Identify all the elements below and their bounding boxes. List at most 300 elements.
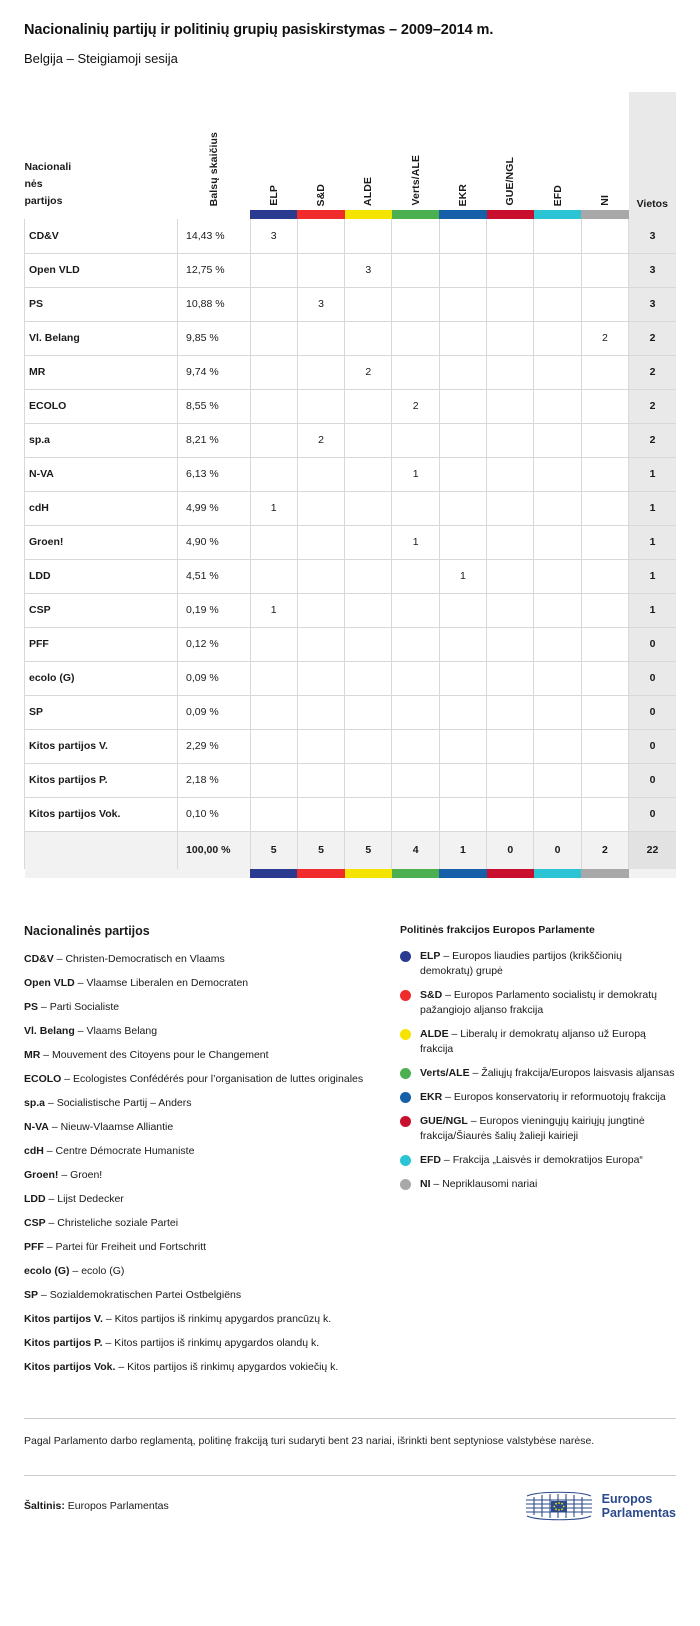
- legend-group-item: [400, 949, 676, 979]
- row-cell-s-d: [297, 389, 344, 423]
- row-cell-verts-ale: 1: [392, 457, 439, 491]
- row-cell-ekr: [439, 525, 486, 559]
- row-cell-ekr: [439, 355, 486, 389]
- page-root: [0, 22, 700, 1540]
- row-cell-elp: [250, 321, 297, 355]
- legend-full: Liberalų ir demokratų aljanso už Europą frakcija: [420, 1028, 646, 1055]
- color-bar-ni: [581, 210, 628, 219]
- table-row: [25, 253, 677, 287]
- group-color-dot-icon: [400, 1029, 411, 1040]
- row-cell-efd: [534, 763, 581, 797]
- legend-sep: –: [102, 1337, 115, 1349]
- legend-sep: –: [61, 1073, 74, 1085]
- row-party-name: Vl. Belang: [25, 321, 178, 355]
- page-title: Nacionalinių partijų ir politinių grupių pasiskirstymas – 2009–2014 m.: [24, 22, 494, 38]
- legend-sep: –: [74, 1025, 87, 1037]
- row-seats: 0: [629, 695, 676, 729]
- row-cell-alde: [345, 593, 392, 627]
- row-cell-elp: [250, 729, 297, 763]
- row-party-name: sp.a: [25, 423, 178, 457]
- header-line: partijos: [24, 195, 63, 207]
- row-party-name: ecolo (G): [25, 661, 178, 695]
- row-seats: 2: [629, 321, 676, 355]
- legend-sep: –: [442, 1091, 454, 1103]
- legend-national-item: [24, 1312, 374, 1327]
- row-cell-gue-ngl: [487, 321, 534, 355]
- row-cell-ni: [581, 389, 628, 423]
- header-group-gue-ngl: GUE/NGL: [504, 157, 517, 206]
- row-votes: 9,85 %: [178, 321, 251, 355]
- row-cell-ni: [581, 287, 628, 321]
- row-cell-elp: [250, 457, 297, 491]
- footnote: Pagal Parlamento darbo reglamentą, politinę frakciją turi sudaryti bent 23 nariai, išrinkti bent septyniose valstybėse narėse.: [24, 1435, 595, 1447]
- row-cell-elp: 1: [250, 593, 297, 627]
- table-row: [25, 287, 677, 321]
- legend-sep: –: [441, 1154, 453, 1166]
- total-cell-s-d: 5: [297, 831, 344, 869]
- row-votes: 0,09 %: [178, 695, 251, 729]
- row-cell-ni: [581, 593, 628, 627]
- legend-national-item: [24, 1024, 374, 1039]
- legend-full: Partei für Freiheit und Fortschritt: [55, 1241, 207, 1253]
- row-seats: 3: [629, 287, 676, 321]
- legend-sep: –: [45, 1193, 58, 1205]
- row-party-name: PS: [25, 287, 178, 321]
- table-row: [25, 559, 677, 593]
- legend-national-item: [24, 1288, 374, 1303]
- legend-abbr: sp.a: [24, 1097, 46, 1109]
- legend-full: Nieuw-Vlaamse Alliantie: [60, 1121, 174, 1133]
- total-cell-ekr: 1: [439, 831, 486, 869]
- row-cell-ekr: [439, 491, 486, 525]
- row-seats: 2: [629, 423, 676, 457]
- source-text: [24, 1500, 169, 1512]
- legend-sep: –: [467, 1115, 480, 1127]
- legend-national-item: [24, 1048, 374, 1063]
- legend-group-item: [400, 988, 676, 1018]
- row-party-name: CSP: [25, 593, 178, 627]
- legend-full: Vlaamse Liberalen en Democraten: [86, 977, 249, 989]
- row-party-name: Kitos partijos Vok.: [25, 797, 178, 831]
- row-cell-alde: [345, 627, 392, 661]
- legend-full: Kitos partijos iš rinkimų apygardos prancūzų k.: [114, 1313, 332, 1325]
- row-cell-efd: [534, 525, 581, 559]
- color-bar-alde: [345, 210, 392, 219]
- row-cell-efd: [534, 661, 581, 695]
- row-cell-verts-ale: [392, 355, 439, 389]
- legend-full: Europos vieningųjų kairiųjų jungtinė frakcija/Šiaurės šalių žalieji kairieji: [420, 1115, 645, 1142]
- row-party-name: Kitos partijos P.: [25, 763, 178, 797]
- row-cell-alde: [345, 321, 392, 355]
- row-seats: 0: [629, 729, 676, 763]
- row-cell-alde: [345, 525, 392, 559]
- group-color-dot-icon: [400, 1179, 411, 1190]
- color-bar-efd: [534, 210, 581, 219]
- row-cell-efd: [534, 593, 581, 627]
- row-cell-alde: [345, 219, 392, 253]
- row-party-name: Groen!: [25, 525, 178, 559]
- row-party-name: Open VLD: [25, 253, 178, 287]
- row-votes: 8,55 %: [178, 389, 251, 423]
- legend-full: Nepriklausomi nariai: [442, 1178, 538, 1190]
- row-cell-ekr: [439, 321, 486, 355]
- row-cell-elp: 1: [250, 491, 297, 525]
- source-value: Europos Parlamentas: [64, 1500, 169, 1512]
- header-group-elp: ELP: [267, 185, 280, 206]
- row-seats: 0: [629, 797, 676, 831]
- row-cell-s-d: [297, 627, 344, 661]
- legend-abbr: Verts/ALE: [420, 1067, 470, 1079]
- row-cell-s-d: [297, 763, 344, 797]
- legend: [24, 924, 676, 1384]
- row-cell-ni: [581, 219, 628, 253]
- row-cell-ni: [581, 559, 628, 593]
- row-cell-efd: [534, 423, 581, 457]
- source-row: [24, 1490, 676, 1540]
- legend-abbr: ecolo (G): [24, 1265, 70, 1277]
- legend-sep: –: [45, 1097, 57, 1109]
- row-votes: 14,43 %: [178, 219, 251, 253]
- row-cell-verts-ale: [392, 593, 439, 627]
- ep-flag-icon: [524, 1490, 594, 1522]
- row-cell-elp: [250, 525, 297, 559]
- legend-sep: –: [48, 1121, 61, 1133]
- row-cell-alde: [345, 559, 392, 593]
- row-votes: 10,88 %: [178, 287, 251, 321]
- row-cell-verts-ale: [392, 797, 439, 831]
- legend-abbr: EFD: [420, 1154, 441, 1166]
- header-group-alde: ALDE: [362, 177, 375, 206]
- legend-sep: –: [448, 1028, 461, 1040]
- row-cell-verts-ale: [392, 763, 439, 797]
- row-cell-verts-ale: [392, 321, 439, 355]
- total-cell-gue-ngl: 0: [487, 831, 534, 869]
- legend-sep: –: [115, 1361, 128, 1373]
- row-cell-verts-ale: [392, 287, 439, 321]
- legend-abbr: CSP: [24, 1217, 46, 1229]
- legend-full: Socialistische Partij – Anders: [56, 1097, 192, 1109]
- row-cell-alde: [345, 287, 392, 321]
- legend-sep: –: [38, 1289, 50, 1301]
- row-cell-efd: [534, 321, 581, 355]
- ep-logo-line2: Parlamentas: [601, 1506, 676, 1520]
- row-cell-s-d: [297, 593, 344, 627]
- row-cell-s-d: [297, 559, 344, 593]
- row-cell-ni: [581, 423, 628, 457]
- legend-full: Christeliche soziale Partei: [57, 1217, 179, 1229]
- row-cell-elp: [250, 559, 297, 593]
- row-cell-alde: [345, 661, 392, 695]
- color-bar-ekr: [439, 210, 486, 219]
- legend-sep: –: [43, 1241, 56, 1253]
- row-cell-s-d: [297, 661, 344, 695]
- row-cell-efd: [534, 695, 581, 729]
- legend-groups-title: Politinės frakcijos Europos Parlamente: [400, 924, 595, 936]
- total-votes: 100,00 %: [178, 831, 251, 869]
- row-cell-verts-ale: [392, 559, 439, 593]
- row-cell-verts-ale: 1: [392, 525, 439, 559]
- table-total-row: [25, 831, 677, 869]
- row-seats: 2: [629, 355, 676, 389]
- row-cell-ni: [581, 627, 628, 661]
- row-cell-s-d: [297, 525, 344, 559]
- row-cell-s-d: [297, 355, 344, 389]
- legend-abbr: Kitos partijos V.: [24, 1313, 103, 1325]
- total-label: [25, 831, 178, 869]
- color-bar-s-d: [297, 210, 344, 219]
- ep-logo: [524, 1490, 676, 1522]
- row-cell-ekr: [439, 219, 486, 253]
- row-cell-ni: [581, 729, 628, 763]
- row-cell-efd: [534, 253, 581, 287]
- group-color-bar-bottom: [25, 869, 677, 878]
- row-cell-ekr: [439, 797, 486, 831]
- total-cell-alde: 5: [345, 831, 392, 869]
- row-cell-elp: [250, 287, 297, 321]
- legend-sep: –: [430, 1178, 443, 1190]
- row-cell-ni: [581, 253, 628, 287]
- legend-full: Lijst Dedecker: [57, 1193, 124, 1205]
- legend-national-item: [24, 1120, 374, 1135]
- row-cell-gue-ngl: [487, 219, 534, 253]
- row-cell-efd: [534, 287, 581, 321]
- row-cell-gue-ngl: [487, 525, 534, 559]
- legend-abbr: ECOLO: [24, 1073, 62, 1085]
- legend-groups: [400, 924, 676, 1201]
- row-cell-alde: [345, 695, 392, 729]
- row-cell-alde: [345, 491, 392, 525]
- row-cell-alde: [345, 763, 392, 797]
- table-row: [25, 321, 677, 355]
- row-cell-ekr: [439, 661, 486, 695]
- legend-group-item: [400, 1066, 676, 1081]
- total-cell-efd: 0: [534, 831, 581, 869]
- legend-abbr: SP: [24, 1289, 39, 1301]
- legend-full: Europos konservatorių ir reformuotojų frakcija: [453, 1091, 666, 1103]
- divider-top: [24, 1418, 676, 1419]
- total-cell-verts-ale: 4: [392, 831, 439, 869]
- legend-group-item: [400, 1090, 676, 1105]
- table-row: [25, 219, 677, 253]
- row-seats: 1: [629, 525, 676, 559]
- row-cell-gue-ngl: [487, 287, 534, 321]
- row-cell-verts-ale: [392, 661, 439, 695]
- row-cell-ni: [581, 763, 628, 797]
- row-cell-gue-ngl: [487, 389, 534, 423]
- row-cell-gue-ngl: [487, 253, 534, 287]
- row-cell-ni: [581, 491, 628, 525]
- row-cell-verts-ale: [392, 253, 439, 287]
- legend-abbr: Groen!: [24, 1169, 59, 1181]
- total-seats: 22: [629, 831, 676, 869]
- row-cell-s-d: [297, 457, 344, 491]
- row-party-name: ECOLO: [25, 389, 178, 423]
- row-cell-elp: [250, 763, 297, 797]
- table-row: [25, 389, 677, 423]
- row-votes: 4,90 %: [178, 525, 251, 559]
- row-seats: 1: [629, 491, 676, 525]
- legend-sep: –: [40, 1049, 53, 1061]
- table-row: [25, 661, 677, 695]
- group-color-dot-icon: [400, 1116, 411, 1127]
- row-cell-elp: [250, 253, 297, 287]
- legend-group-item: [400, 1177, 676, 1192]
- legend-abbr: MR: [24, 1049, 41, 1061]
- legend-national-item: [24, 1000, 374, 1015]
- row-cell-efd: [534, 457, 581, 491]
- legend-national-item: [24, 1192, 374, 1207]
- row-seats: 1: [629, 457, 676, 491]
- row-seats: 3: [629, 253, 676, 287]
- divider-bottom: [24, 1475, 676, 1476]
- legend-full: Europos Parlamento socialistų ir demokratų pažangiojo aljanso frakcija: [420, 989, 657, 1016]
- legend-abbr: Kitos partijos P.: [24, 1337, 103, 1349]
- legend-national-item: [24, 1096, 374, 1111]
- row-cell-verts-ale: [392, 729, 439, 763]
- row-cell-ni: [581, 355, 628, 389]
- legend-full: Kitos partijos iš rinkimų apygardos olandų k.: [114, 1337, 320, 1349]
- row-seats: 0: [629, 627, 676, 661]
- row-seats: 0: [629, 661, 676, 695]
- row-cell-efd: [534, 219, 581, 253]
- row-cell-alde: [345, 423, 392, 457]
- legend-sep: –: [38, 1001, 50, 1013]
- legend-abbr: cdH: [24, 1145, 44, 1157]
- row-cell-efd: [534, 355, 581, 389]
- group-color-dot-icon: [400, 1092, 411, 1103]
- row-cell-s-d: 2: [297, 423, 344, 457]
- header-group-ekr: EKR: [456, 183, 469, 206]
- row-cell-efd: [534, 389, 581, 423]
- legend-full: Centre Démocrate Humaniste: [55, 1145, 195, 1157]
- legend-abbr: S&D: [420, 989, 443, 1001]
- table-row: [25, 423, 677, 457]
- header-group-s-d: S&D: [315, 183, 328, 206]
- legend-national: [24, 924, 374, 1384]
- row-votes: 8,21 %: [178, 423, 251, 457]
- row-cell-s-d: [297, 797, 344, 831]
- table-row: [25, 491, 677, 525]
- row-party-name: CD&V: [25, 219, 178, 253]
- legend-national-item: [24, 952, 374, 967]
- header-national-parties: [25, 92, 178, 210]
- ep-logo-text: [602, 1492, 676, 1520]
- header-line: nės: [24, 178, 43, 190]
- legend-full: Groen!: [70, 1169, 103, 1181]
- row-cell-verts-ale: [392, 491, 439, 525]
- row-cell-gue-ngl: [487, 593, 534, 627]
- row-party-name: N-VA: [25, 457, 178, 491]
- row-cell-efd: [534, 559, 581, 593]
- header-group-efd: EFD: [551, 184, 564, 206]
- row-seats: 0: [629, 763, 676, 797]
- legend-group-item: [400, 1027, 676, 1057]
- table-row: [25, 355, 677, 389]
- legend-national-item: [24, 1072, 374, 1087]
- row-votes: 0,19 %: [178, 593, 251, 627]
- row-cell-verts-ale: [392, 423, 439, 457]
- row-cell-gue-ngl: [487, 355, 534, 389]
- legend-full: Christen-Democratisch en Vlaams: [65, 953, 225, 965]
- row-cell-gue-ngl: [487, 491, 534, 525]
- legend-abbr: GUE/NGL: [420, 1115, 468, 1127]
- row-cell-ekr: 1: [439, 559, 486, 593]
- row-seats: 3: [629, 219, 676, 253]
- row-cell-alde: [345, 457, 392, 491]
- row-cell-efd: [534, 491, 581, 525]
- header-line: Nacionali: [24, 161, 72, 173]
- row-party-name: SP: [25, 695, 178, 729]
- row-cell-alde: [345, 729, 392, 763]
- row-cell-gue-ngl: [487, 627, 534, 661]
- row-cell-s-d: 3: [297, 287, 344, 321]
- table-row: [25, 729, 677, 763]
- legend-group-item: [400, 1153, 676, 1168]
- row-cell-elp: [250, 423, 297, 457]
- header-group-ni: NI: [598, 195, 611, 206]
- row-cell-ni: 2: [581, 321, 628, 355]
- legend-full: Frakcija „Laisvės ir demokratijos Europa“: [452, 1154, 643, 1166]
- table-row: [25, 695, 677, 729]
- source-label: Šaltinis:: [24, 1500, 65, 1512]
- row-cell-ekr: [439, 389, 486, 423]
- table-row: [25, 627, 677, 661]
- row-cell-gue-ngl: [487, 661, 534, 695]
- group-color-dot-icon: [400, 951, 411, 962]
- row-cell-alde: 3: [345, 253, 392, 287]
- row-votes: 4,51 %: [178, 559, 251, 593]
- legend-group-item: [400, 1114, 676, 1144]
- row-votes: 4,99 %: [178, 491, 251, 525]
- row-cell-verts-ale: 2: [392, 389, 439, 423]
- legend-sep: –: [45, 1217, 58, 1229]
- row-seats: 2: [629, 389, 676, 423]
- color-bar-gue-ngl: [487, 210, 534, 219]
- row-cell-ekr: [439, 627, 486, 661]
- group-color-dot-icon: [400, 1068, 411, 1079]
- row-cell-verts-ale: [392, 219, 439, 253]
- legend-abbr: EKR: [420, 1091, 443, 1103]
- legend-abbr: Vl. Belang: [24, 1025, 75, 1037]
- legend-national-item: [24, 1360, 374, 1375]
- legend-sep: –: [442, 989, 454, 1001]
- legend-sep: –: [440, 950, 453, 962]
- total-cell-elp: 5: [250, 831, 297, 869]
- legend-full: Kitos partijos iš rinkimų apygardos vokiečių k.: [127, 1361, 339, 1373]
- legend-sep: –: [74, 977, 87, 989]
- ep-logo-line1: Europos: [601, 1492, 653, 1506]
- legend-national-item: [24, 1216, 374, 1231]
- legend-abbr: N-VA: [24, 1121, 49, 1133]
- row-cell-alde: 2: [345, 355, 392, 389]
- legend-full: ecolo (G): [81, 1265, 125, 1277]
- legend-abbr: LDD: [24, 1193, 46, 1205]
- row-cell-gue-ngl: [487, 457, 534, 491]
- legend-abbr: NI: [420, 1178, 431, 1190]
- table-row: [25, 593, 677, 627]
- row-seats: 1: [629, 593, 676, 627]
- row-votes: 0,12 %: [178, 627, 251, 661]
- row-cell-gue-ngl: [487, 763, 534, 797]
- row-cell-ni: [581, 695, 628, 729]
- legend-abbr: Kitos partijos Vok.: [24, 1361, 116, 1373]
- row-cell-elp: [250, 695, 297, 729]
- legend-full: Vlaams Belang: [86, 1025, 158, 1037]
- legend-sep: –: [43, 1145, 56, 1157]
- row-cell-ekr: [439, 695, 486, 729]
- legend-national-item: [24, 1264, 374, 1279]
- legend-full: Žaliųjų frakcija/Europos laisvasis aljansas: [481, 1067, 675, 1079]
